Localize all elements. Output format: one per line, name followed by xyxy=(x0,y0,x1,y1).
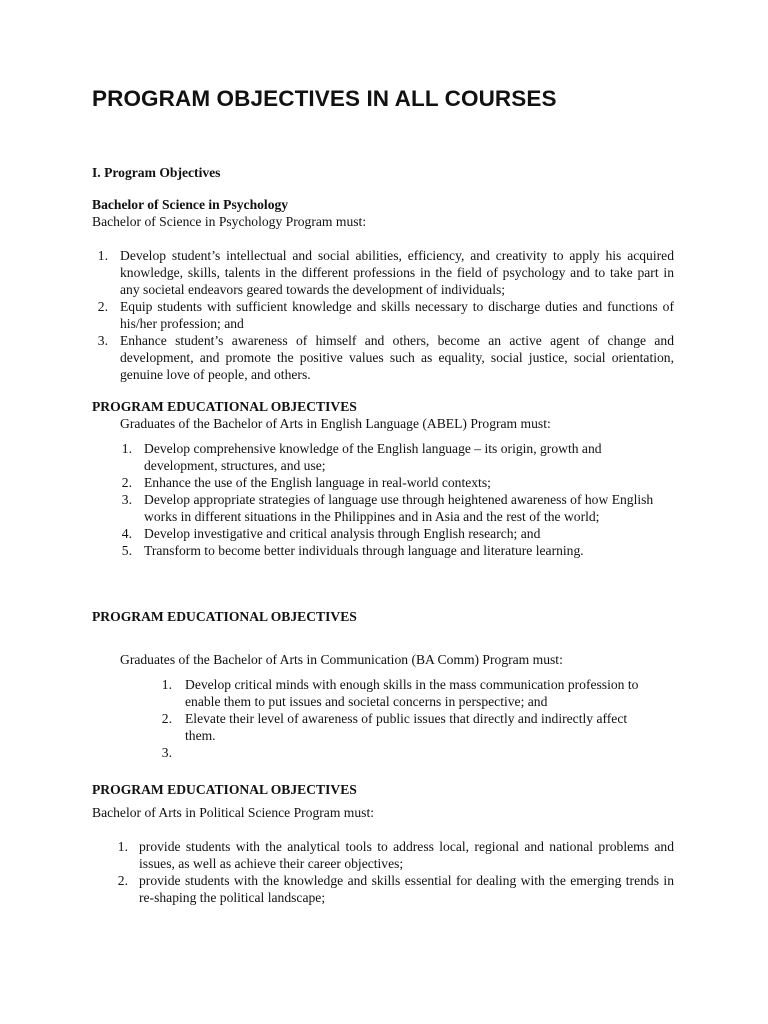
list-item xyxy=(120,474,676,491)
polsci-objectives-list xyxy=(116,838,674,906)
list-item-text: Develop investigative and critical analysis through English research; and xyxy=(144,526,541,541)
list-item xyxy=(116,872,674,906)
section-intro-psychology: Bachelor of Science in Psychology Program must: xyxy=(92,214,367,229)
list-item-number: 2. xyxy=(121,475,132,490)
list-item-number: 1. xyxy=(121,441,132,456)
section-heading-polsci: PROGRAM EDUCATIONAL OBJECTIVES xyxy=(92,782,357,797)
list-item xyxy=(160,676,656,710)
list-item-text: Transform to become better individuals through language and literature learning. xyxy=(144,543,584,558)
list-item xyxy=(160,744,656,761)
list-item-number: 3. xyxy=(121,492,132,507)
bacomm-objectives-list xyxy=(160,676,656,761)
list-item-text: Equip students with sufficient knowledge and skills necessary to discharge duties and functions of his/her profession; and xyxy=(120,299,674,331)
list-item xyxy=(120,440,676,474)
list-item-number: 5. xyxy=(121,543,132,558)
list-item xyxy=(120,525,676,542)
list-item xyxy=(92,298,674,332)
section-heading-abel: PROGRAM EDUCATIONAL OBJECTIVES xyxy=(92,399,357,414)
list-item-text: Enhance student’s awareness of himself and others, become an active agent of change and development, and promote the positive values such as equality, social justice, social orientation, genuine love of people, and others. xyxy=(120,333,674,382)
section-heading-bacomm: PROGRAM EDUCATIONAL OBJECTIVES xyxy=(92,609,357,624)
list-item xyxy=(160,710,656,744)
page-title: PROGRAM OBJECTIVES IN ALL COURSES xyxy=(92,86,557,111)
list-item-number: 3. xyxy=(161,745,172,760)
program-name-psychology: Bachelor of Science in Psychology xyxy=(92,197,289,212)
list-item-number: 3. xyxy=(97,333,108,348)
list-item xyxy=(120,542,676,559)
section-intro-polsci: Bachelor of Arts in Political Science Program must: xyxy=(92,805,375,820)
list-item xyxy=(120,491,676,525)
list-item-number: 2. xyxy=(97,299,108,314)
list-item xyxy=(116,838,674,872)
list-item-number: 2. xyxy=(161,711,172,726)
list-item xyxy=(92,247,674,298)
list-item-text: Develop appropriate strategies of language use through heightened awareness of how English works in different situations in the Philippines and in Asia and the rest of the world; xyxy=(144,492,654,524)
list-item-number: 1. xyxy=(97,248,108,263)
list-item-number: 4. xyxy=(121,526,132,541)
list-item-text: provide students with the analytical tools to address local, regional and national problems and issues, as well as achieve their career objectives; xyxy=(139,839,674,871)
psychology-objectives-list xyxy=(92,247,674,383)
abel-objectives-list xyxy=(120,440,676,559)
list-item-number: 2. xyxy=(117,873,128,888)
section-intro-abel: Graduates of the Bachelor of Arts in English Language (ABEL) Program must: xyxy=(120,416,551,431)
section-intro-bacomm: Graduates of the Bachelor of Arts in Communication (BA Comm) Program must: xyxy=(120,652,563,667)
list-item-text: Develop student’s intellectual and social abilities, efficiency, and creativity to apply his acquired knowledge, skills, talents in the different professions in the field of psychology and to take part in any societal endeavors geared towards the development of individuals; xyxy=(120,248,674,297)
section-heading-program-objectives: I. Program Objectives xyxy=(92,165,221,180)
list-item-number: 1. xyxy=(161,677,172,692)
list-item-text: Elevate their level of awareness of public issues that directly and indirectly affect them. xyxy=(185,711,628,743)
list-item-text: Develop critical minds with enough skills in the mass communication profession to enable them to put issues and societal concerns in perspective; and xyxy=(185,677,639,709)
list-item-text: provide students with the knowledge and skills essential for dealing with the emerging trends in re-shaping the political landscape; xyxy=(139,873,674,905)
list-item-number: 1. xyxy=(117,839,128,854)
list-item xyxy=(92,332,674,383)
list-item-text: Enhance the use of the English language in real-world contexts; xyxy=(144,475,491,490)
list-item-text: Develop comprehensive knowledge of the English language – its origin, growth and development, structures, and use; xyxy=(144,441,602,473)
